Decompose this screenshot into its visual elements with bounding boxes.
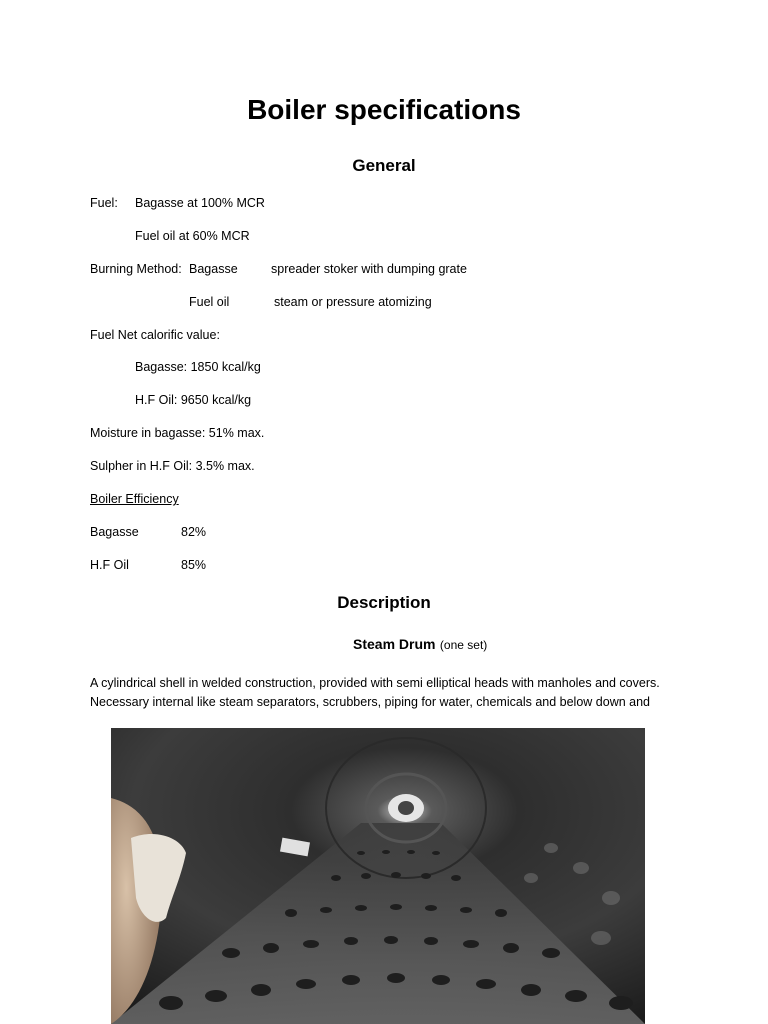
steam-drum-note: (one set) [439, 638, 488, 652]
steam-drum-title: Steam Drum [353, 636, 436, 652]
efficiency-fuel-hf-oil: H.F Oil [90, 558, 129, 572]
steam-drum-paragraph: A cylindrical shell in welded construction, provided with semi elliptical heads with manholes and covers. Necessary internal like steam separators, scrubbers, piping for water, chemicals and below down and [90, 676, 660, 709]
steam-drum-photo [111, 728, 645, 1024]
calorific-label: Fuel Net calorific value: [90, 328, 220, 342]
efficiency-fuel-bagasse: Bagasse [90, 525, 139, 539]
fuel-line-1: Bagasse at 100% MCR [135, 196, 265, 210]
steam-drum-heading [353, 636, 487, 654]
fuel-label: Fuel: [90, 196, 118, 210]
burning-method-label: Burning Method: [90, 262, 182, 276]
calorific-hf-oil: H.F Oil: 9650 kcal/kg [135, 393, 252, 407]
burning-fuel-2: Fuel oil [189, 295, 230, 309]
description-heading: Description [337, 593, 431, 612]
general-heading: General [352, 156, 416, 175]
fuel-line-2: Fuel oil at 60% MCR [135, 229, 250, 243]
efficiency-value-hf-oil: 85% [181, 558, 207, 572]
calorific-bagasse: Bagasse: 1850 kcal/kg [135, 360, 261, 374]
burning-method-2: steam or pressure atomizing [274, 295, 432, 309]
efficiency-heading: Boiler Efficiency [90, 492, 179, 506]
moisture-line: Moisture in bagasse: 51% max. [90, 426, 265, 440]
efficiency-value-bagasse: 82% [181, 525, 207, 539]
burning-fuel-1: Bagasse [189, 262, 238, 276]
page-title: Boiler specifications [247, 94, 521, 125]
sulpher-line: Sulpher in H.F Oil: 3.5% max. [90, 459, 255, 473]
burning-method-1: spreader stoker with dumping grate [271, 262, 467, 276]
